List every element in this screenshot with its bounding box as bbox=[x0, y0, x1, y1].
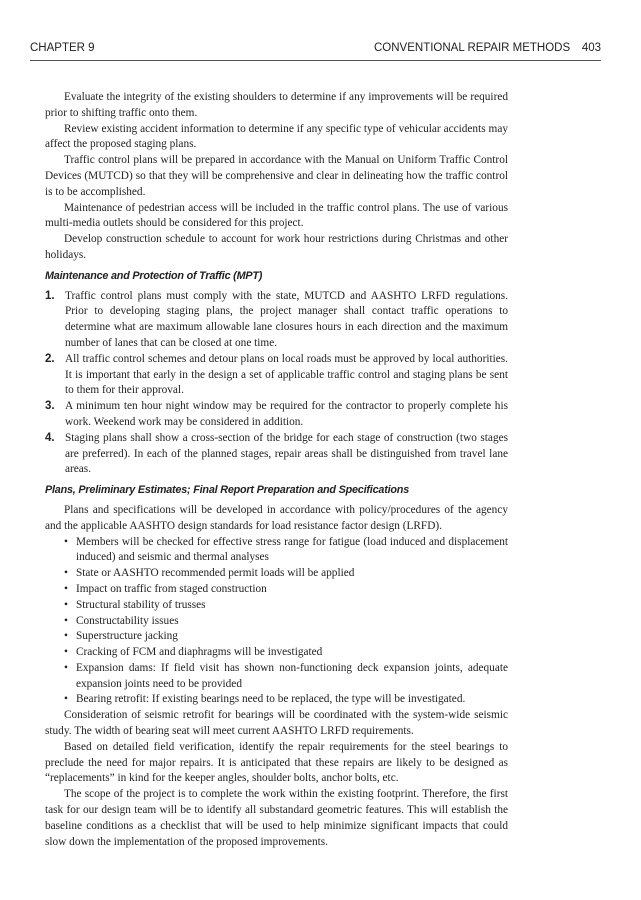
item-number: 1. bbox=[45, 289, 55, 302]
paragraph: Plans and specifications will be developed in accordance with policy/procedures of the agency and the applicable AASHTO design standards for load resistance factor design (LRFD). bbox=[45, 503, 508, 532]
paragraph: Based on detailed field verification, identify the repair requirements for the steel bearings to preclude the need for major repairs. It is anticipated that these repairs are likely to be designed as “replacements” in kind for the keeper angles, shoulder bolts, anchor bolts, etc. bbox=[45, 740, 508, 785]
running-header bbox=[30, 42, 601, 58]
page-number: 403 bbox=[581, 42, 601, 54]
bullet-item: • Superstructure jacking bbox=[64, 629, 508, 645]
list-item bbox=[45, 289, 508, 352]
plans-bullet-list bbox=[45, 535, 508, 709]
paragraph: Develop construction schedule to account for work hour restrictions during Christmas and other holidays. bbox=[45, 233, 508, 261]
paragraph: Evaluate the integrity of the existing shoulders to determine if any improvements will be required prior to shifting traffic onto them. bbox=[45, 91, 508, 119]
bullet-item: • Expansion dams: If field visit has shown non-functioning deck expansion joints, adequate expansion joints need to be provided bbox=[64, 661, 508, 693]
bullet-item: • Cracking of FCM and diaphragms will be investigated bbox=[64, 645, 508, 661]
mpt-numbered-list bbox=[45, 289, 508, 479]
bullet-item: • Constructability issues bbox=[64, 614, 508, 630]
item-number: 2. bbox=[45, 352, 55, 365]
bullet-item: • Impact on traffic from staged construction bbox=[64, 582, 508, 598]
paragraph: The scope of the project is to complete the work within the existing footprint. Therefore, the first task for our design team will be to identify all substandard geometric features. This will establish the baseline conditions as a checklist that will be used to help minimize significant impacts that could slow down the implementation of the proposed improvements. bbox=[45, 788, 508, 848]
item-text: All traffic control schemes and detour plans on local roads must be approved by local authorities. It is important that early in the design a set of applicable traffic control and staging plans be sent to them for their approval. bbox=[65, 352, 508, 397]
list-item bbox=[45, 431, 508, 478]
bullet-item: • Bearing retrofit: If existing bearings need to be replaced, the type will be investigated. bbox=[64, 692, 508, 708]
item-text: Traffic control plans must comply with the state, MUTCD and AASHTO LRFD regulations. Prior to developing staging plans, the project manager shall contact traffic operations to determine what are maximum allowable lane closures hours in each direction and the maximum number of lanes that can be closed at one time. bbox=[65, 289, 508, 349]
paragraph: Traffic control plans will be prepared in accordance with the Manual on Uniform Traffic Control Devices (MUTCD) so that they will be comprehensive and clear in delineating how the traffic control is to be accomplished. bbox=[45, 154, 508, 198]
page-body bbox=[45, 90, 508, 850]
chapter-title: CONVENTIONAL REPAIR METHODS bbox=[374, 42, 571, 54]
item-text: Staging plans shall show a cross-section of the bridge for each stage of construction (two stages are preferred). In each of the planned stages, repair areas shall be distinguished from travel lane areas. bbox=[65, 431, 508, 476]
item-text: A minimum ten hour night window may be required for the contractor to properly complete his work. Weekend work may be considered in addition. bbox=[65, 400, 508, 428]
list-item bbox=[45, 399, 508, 431]
section-heading-mpt: Maintenance and Protection of Traffic (MPT) bbox=[45, 269, 263, 282]
item-number: 3. bbox=[45, 400, 55, 413]
paragraph: Review existing accident information to determine if any specific type of vehicular accidents may affect the proposed staging plans. bbox=[45, 122, 508, 151]
bullet-item: • State or AASHTO recommended permit loads will be applied bbox=[64, 566, 508, 582]
paragraph: Maintenance of pedestrian access will be included in the traffic control plans. The use of various multi-media outlets should be considered for this project. bbox=[45, 201, 508, 230]
chapter-label: CHAPTER 9 bbox=[30, 42, 95, 54]
list-item bbox=[45, 352, 508, 399]
item-number: 4. bbox=[45, 431, 55, 444]
bullet-item: • Members will be checked for effective stress range for fatigue (load induced and displacement induced) and seismic and thermal analyses bbox=[64, 535, 508, 567]
section-heading-plans: Plans, Preliminary Estimates; Final Report Preparation and Specifications bbox=[45, 484, 410, 497]
bullet-item: • Structural stability of trusses bbox=[64, 598, 508, 614]
header-rule bbox=[30, 60, 601, 61]
paragraph: Consideration of seismic retrofit for bearings will be coordinated with the system-wide seismic study. The width of bearing seat will meet current AASHTO LRFD requirements. bbox=[45, 709, 508, 738]
